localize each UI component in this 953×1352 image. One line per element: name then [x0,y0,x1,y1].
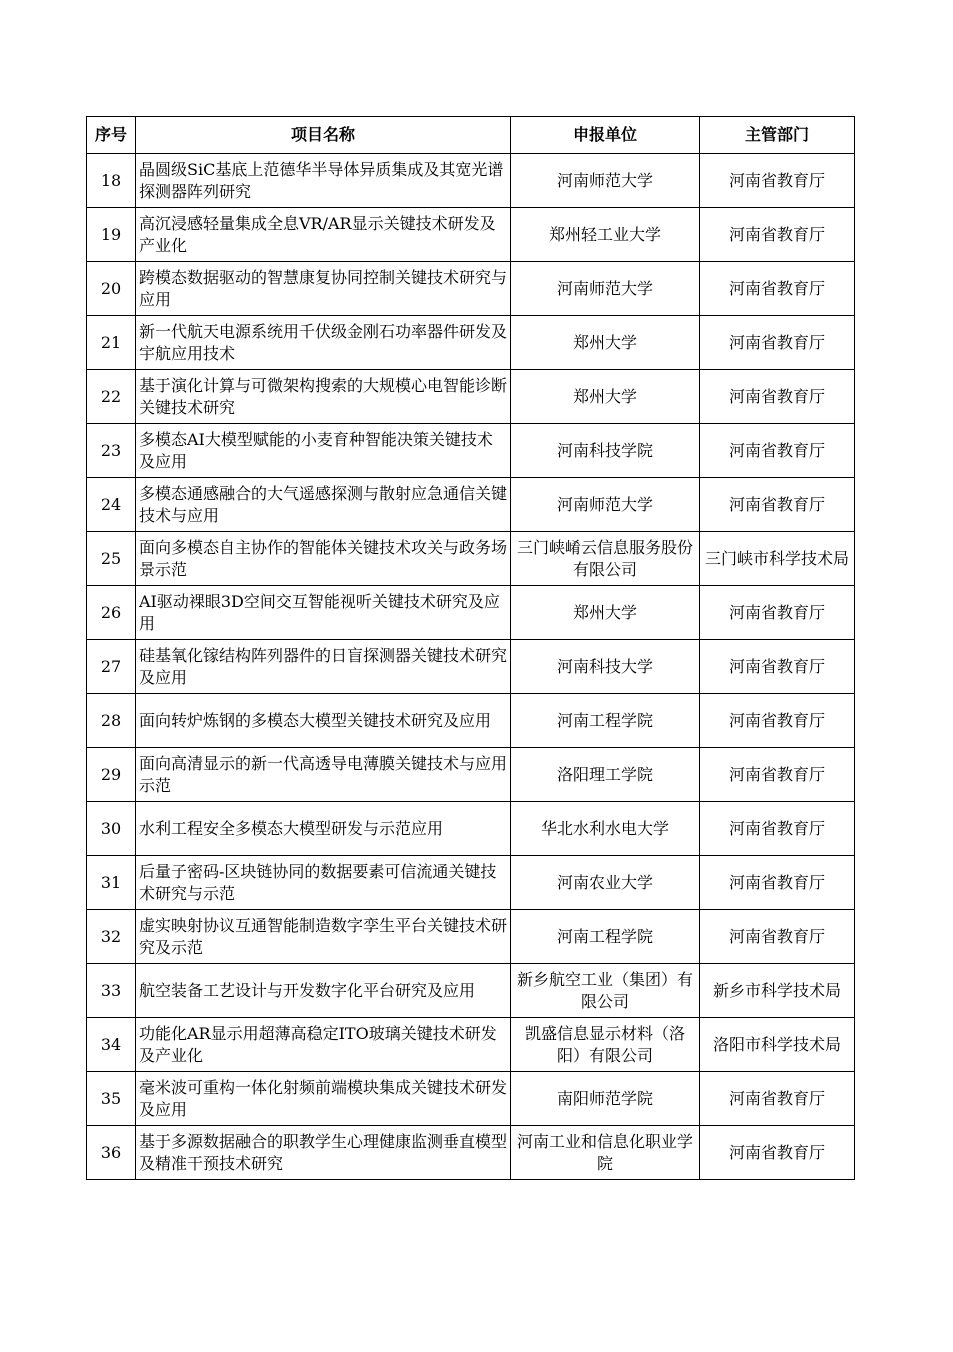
row-number: 29 [87,748,136,802]
project-name: AI驱动裸眼3D空间交互智能视听关键技术研究及应用 [136,586,511,640]
department: 河南省教育厅 [700,478,855,532]
projects-table [86,116,855,1180]
project-name: 面向转炉炼钢的多模态大模型关键技术研究及应用 [136,694,511,748]
table-row [87,478,855,532]
table-row [87,262,855,316]
row-number: 26 [87,586,136,640]
project-name: 后量子密码-区块链协同的数据要素可信流通关键技术研究与示范 [136,856,511,910]
row-number: 32 [87,910,136,964]
applicant-unit: 河南科技学院 [511,424,700,478]
applicant-unit: 南阳师范学院 [511,1072,700,1126]
header-applicant-unit: 申报单位 [511,117,700,154]
table-row [87,316,855,370]
row-number: 35 [87,1072,136,1126]
department: 洛阳市科学技术局 [700,1018,855,1072]
row-number: 23 [87,424,136,478]
project-name: 面向多模态自主协作的智能体关键技术攻关与政务场景示范 [136,532,511,586]
department: 河南省教育厅 [700,640,855,694]
table-header-row [87,117,855,154]
department: 新乡市科学技术局 [700,964,855,1018]
applicant-unit: 河南师范大学 [511,478,700,532]
applicant-unit: 河南师范大学 [511,262,700,316]
table-row [87,424,855,478]
row-number: 27 [87,640,136,694]
row-number: 18 [87,154,136,208]
project-name: 多模态AI大模型赋能的小麦育种智能决策关键技术及应用 [136,424,511,478]
row-number: 20 [87,262,136,316]
department: 河南省教育厅 [700,586,855,640]
table-row [87,856,855,910]
department: 河南省教育厅 [700,748,855,802]
department: 河南省教育厅 [700,1072,855,1126]
table-row [87,964,855,1018]
department: 河南省教育厅 [700,316,855,370]
table-body [87,154,855,1180]
applicant-unit: 河南工程学院 [511,694,700,748]
project-name: 多模态通感融合的大气遥感探测与散射应急通信关键技术与应用 [136,478,511,532]
applicant-unit: 三门峡崤云信息服务股份有限公司 [511,532,700,586]
applicant-unit: 河南工业和信息化职业学院 [511,1126,700,1180]
applicant-unit: 洛阳理工学院 [511,748,700,802]
project-name: 毫米波可重构一体化射频前端模块集成关键技术研发及应用 [136,1072,511,1126]
applicant-unit: 郑州大学 [511,370,700,424]
project-name: 高沉浸感轻量集成全息VR/AR显示关键技术研发及产业化 [136,208,511,262]
table-row [87,208,855,262]
row-number: 22 [87,370,136,424]
row-number: 31 [87,856,136,910]
department: 河南省教育厅 [700,694,855,748]
row-number: 25 [87,532,136,586]
applicant-unit: 河南工程学院 [511,910,700,964]
department: 河南省教育厅 [700,370,855,424]
department: 河南省教育厅 [700,802,855,856]
table-row [87,802,855,856]
table-row [87,910,855,964]
project-name: 水利工程安全多模态大模型研发与示范应用 [136,802,511,856]
table-row [87,1018,855,1072]
project-name: 面向高清显示的新一代高透导电薄膜关键技术与应用示范 [136,748,511,802]
table-row [87,154,855,208]
row-number: 33 [87,964,136,1018]
project-name: 晶圆级SiC基底上范德华半导体异质集成及其宽光谱探测器阵列研究 [136,154,511,208]
department: 河南省教育厅 [700,262,855,316]
project-name: 虚实映射协议互通智能制造数字孪生平台关键技术研究及示范 [136,910,511,964]
table-row [87,694,855,748]
department: 三门峡市科学技术局 [700,532,855,586]
row-number: 24 [87,478,136,532]
applicant-unit: 郑州轻工业大学 [511,208,700,262]
department: 河南省教育厅 [700,208,855,262]
header-department: 主管部门 [700,117,855,154]
department: 河南省教育厅 [700,1126,855,1180]
row-number: 34 [87,1018,136,1072]
table-row [87,370,855,424]
applicant-unit: 河南师范大学 [511,154,700,208]
project-name: 跨模态数据驱动的智慧康复协同控制关键技术研究与应用 [136,262,511,316]
header-no: 序号 [87,117,136,154]
row-number: 19 [87,208,136,262]
table-row [87,1126,855,1180]
applicant-unit: 郑州大学 [511,316,700,370]
row-number: 28 [87,694,136,748]
project-name: 基于多源数据融合的职教学生心理健康监测垂直模型及精准干预技术研究 [136,1126,511,1180]
department: 河南省教育厅 [700,424,855,478]
table-row [87,748,855,802]
applicant-unit: 河南科技大学 [511,640,700,694]
row-number: 21 [87,316,136,370]
header-project-name: 项目名称 [136,117,511,154]
project-name: 航空装备工艺设计与开发数字化平台研究及应用 [136,964,511,1018]
table-row [87,1072,855,1126]
table-row [87,640,855,694]
table-row [87,532,855,586]
project-name: 新一代航天电源系统用千伏级金刚石功率器件研发及宇航应用技术 [136,316,511,370]
table-row [87,586,855,640]
department: 河南省教育厅 [700,856,855,910]
applicant-unit: 凯盛信息显示材料（洛阳）有限公司 [511,1018,700,1072]
project-name: 功能化AR显示用超薄高稳定ITO玻璃关键技术研发及产业化 [136,1018,511,1072]
project-name: 基于演化计算与可微架构搜索的大规模心电智能诊断关键技术研究 [136,370,511,424]
applicant-unit: 郑州大学 [511,586,700,640]
applicant-unit: 河南农业大学 [511,856,700,910]
applicant-unit: 华北水利水电大学 [511,802,700,856]
row-number: 30 [87,802,136,856]
applicant-unit: 新乡航空工业（集团）有限公司 [511,964,700,1018]
department: 河南省教育厅 [700,910,855,964]
row-number: 36 [87,1126,136,1180]
department: 河南省教育厅 [700,154,855,208]
project-name: 硅基氧化镓结构阵列器件的日盲探测器关键技术研究及应用 [136,640,511,694]
